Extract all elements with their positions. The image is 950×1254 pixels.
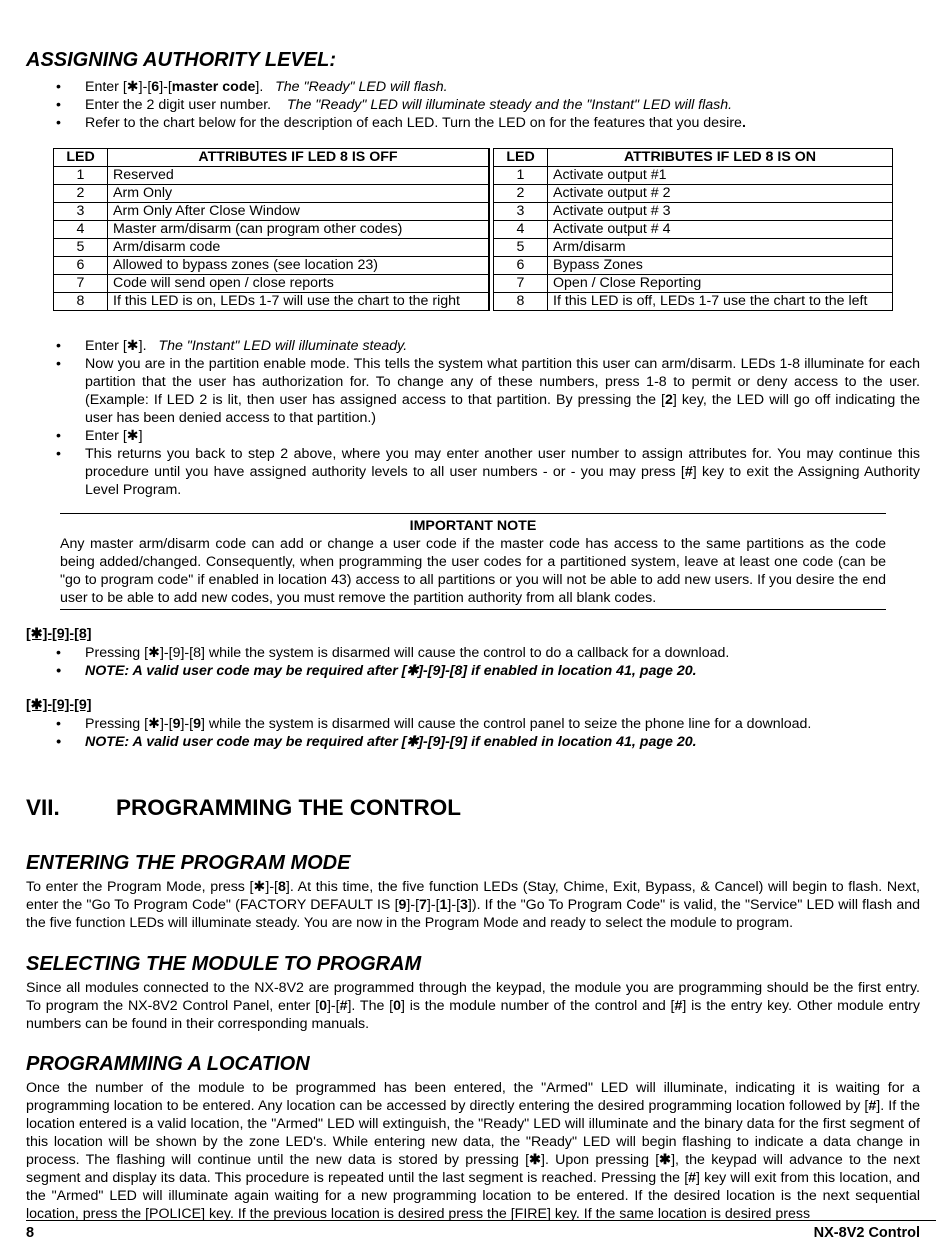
section-heading: SELECTING THE MODULE TO PROGRAM: [26, 953, 422, 975]
chapter-number: VII.: [26, 795, 60, 820]
led-number-cell: 5: [54, 239, 108, 257]
bullet-list: [56, 715, 920, 751]
assigning-authority-section: [26, 48, 920, 132]
attribute-cell: Arm Only After Close Window: [108, 203, 489, 221]
bullet-list: [56, 78, 920, 132]
bullet-list: [56, 644, 920, 680]
table-row: [54, 257, 489, 275]
table-row: [494, 293, 893, 311]
led-number-cell: 2: [54, 185, 108, 203]
table-row: [54, 203, 489, 221]
section-heading: ASSIGNING AUTHORITY LEVEL:: [26, 49, 337, 71]
list-item: • This returns you back to step 2 above, where you may enter another user number to assign attributes for. You may continue this procedure until you have assigned authority levels to all user numbers - or - you may press [#] key to exit the Assigning Authority Level Program.: [56, 445, 920, 499]
paragraph: Once the number of the module to be programmed has been entered, the "Armed" LED will illuminate, indicating it is waiting for a programming location to be entered. Any location can be accessed by directly entering the desired programming location followed by [#]. If the location entered is a valid location, the "Armed" LED will extinguish, the "Ready" LED will illuminate and the binary data for the first segment of this location will be shown by the zone LED's. While entering new data, the "Ready" LED will begin flashing to indicate a data change in process. The flashing will continue until the new data is stored by pressing [✱]. Upon pressing [✱], the keypad will advance to the next segment and display its data. This procedure is repeated until the last segment is reached. Pressing the [#] key will exit from this location, and the "Armed" LED will illuminate again waiting for a new programming location to be entered. If the desired location is the next sequential location, press the [POLICE] key. If the previous location is desired press the [FIRE] key. If the same location is desired press: [26, 1080, 921, 1222]
attribute-cell: Allowed to bypass zones (see location 23): [108, 257, 489, 275]
command-99-section: [26, 696, 920, 751]
attribute-cell: Master arm/disarm (can program other codes): [108, 221, 489, 239]
table-row: [494, 257, 893, 275]
attribute-cell: Code will send open / close reports: [108, 275, 489, 293]
led-number-cell: 8: [494, 293, 548, 311]
led-number-cell: 7: [494, 275, 548, 293]
table-header-row: [54, 149, 489, 167]
attribute-cell: Open / Close Reporting: [548, 275, 893, 293]
section-heading: ENTERING THE PROGRAM MODE: [26, 852, 351, 874]
attribute-cell: Bypass Zones: [548, 257, 893, 275]
note-body: Any master arm/disarm code can add or change a user code if the master code has access to the same partitions as the code being added/changed. Consequently, when programming the user codes for a partitioned system, leave at least one code (can be "go to program code" if enabled in location 43) access to all partitions or you will not be able to add new users. If you desire the end user to be able to add new codes, you must remove the partition authority from all blank codes.: [60, 536, 886, 606]
page-number: 8: [26, 1225, 35, 1241]
attribute-cell: If this LED is off, LEDs 1-7 use the chart to the left: [548, 293, 893, 311]
led-number-cell: 3: [54, 203, 108, 221]
attribute-cell: Activate output # 2: [548, 185, 893, 203]
list-item: • Now you are in the partition enable mode. This tells the system what partition this user can arm/disarm. LEDs 1-8 illuminate for each partition that the user has authorization for. To change any of these numbers, press 1-8 to permit or deny access to the user. (Example: If LED 2 is lit, then user has assigned access to that partition. By pressing the [2] key, the LED will go off indicating the user has been denied access to that partition.): [56, 355, 920, 427]
table-row: [54, 185, 489, 203]
table-row: [494, 239, 893, 257]
list-item: • Enter [✱]. The "Instant" LED will illuminate steady.: [56, 337, 920, 355]
page-footer: [26, 1220, 936, 1242]
list-item: • Enter the 2 digit user number. The "Ready" LED will illuminate steady and the "Instant" LED will flash.: [56, 96, 920, 114]
paragraph: Since all modules connected to the NX-8V2 are programmed through the keypad, the module you are programming should be the first entry. To program the NX-8V2 Control Panel, enter [0]-[#]. The [0] is the module number of the control and [#] is the entry key. Other module entry numbers can be found in their corresponding manuals.: [26, 980, 920, 1032]
column-header: ATTRIBUTES IF LED 8 IS OFF: [108, 149, 489, 167]
attribute-cell: Reserved: [108, 167, 489, 185]
attribute-cell: Activate output # 3: [548, 203, 893, 221]
table-row: [494, 167, 893, 185]
list-item: • NOTE: A valid user code may be required after [✱]-[9]-[9] if enabled in location 41, page 20.: [56, 733, 920, 751]
led-number-cell: 1: [494, 167, 548, 185]
column-header: LED: [54, 149, 108, 167]
command-98-section: [26, 625, 920, 680]
led-table-on: [493, 148, 893, 311]
led-number-cell: 2: [494, 185, 548, 203]
chapter-title: PROGRAMMING THE CONTROL: [116, 795, 461, 820]
attribute-cell: Activate output #1: [548, 167, 893, 185]
led-number-cell: 5: [494, 239, 548, 257]
list-item: • Pressing [✱]-[9]-[8] while the system is disarmed will cause the control to do a callback for a download.: [56, 644, 920, 662]
led-attribute-tables: [53, 148, 893, 311]
list-item: • Pressing [✱]-[9]-[9] while the system is disarmed will cause the control panel to seize the phone line for a download.: [56, 715, 920, 733]
important-note-box: [60, 513, 886, 610]
product-name: NX-8V2 Control: [813, 1225, 920, 1241]
attribute-cell: Activate output # 4: [548, 221, 893, 239]
table-row: [494, 185, 893, 203]
paragraph: To enter the Program Mode, press [✱]-[8]. At this time, the five function LEDs (Stay, Chime, Exit, Bypass, & Cancel) will begin to flash. Next, enter the "Go To Program Code" (FACTORY DEFAULT IS [9]-[7]-[1]-[3]). If the "Go To Program Code" is valid, the "Service" LED will flash and the five function LEDs will illuminate steady. You are now in the Program Mode and ready to select the module to program.: [26, 879, 920, 931]
table-row: [54, 293, 489, 311]
list-item: • Refer to the chart below for the description of each LED. Turn the LED on for the features that you desire.: [56, 114, 920, 132]
led-number-cell: 4: [54, 221, 108, 239]
note-title: IMPORTANT NOTE: [409, 518, 537, 534]
attribute-cell: Arm/disarm: [548, 239, 893, 257]
list-item: • Enter [✱]-[6]-[master code]. The "Ready" LED will flash.: [56, 78, 920, 96]
partition-enable-section: [26, 337, 920, 499]
led-number-cell: 4: [494, 221, 548, 239]
led-number-cell: 1: [54, 167, 108, 185]
attribute-cell: Arm Only: [108, 185, 489, 203]
column-header: ATTRIBUTES IF LED 8 IS ON: [548, 149, 893, 167]
column-header: LED: [494, 149, 548, 167]
attribute-cell: If this LED is on, LEDs 1-7 will use the chart to the right: [108, 293, 489, 311]
table-row: [494, 275, 893, 293]
chapter-heading: [26, 795, 920, 821]
table-row: [494, 203, 893, 221]
table-row: [54, 275, 489, 293]
attribute-cell: Arm/disarm code: [108, 239, 489, 257]
selecting-module-section: [26, 952, 920, 1033]
programming-location-section: [26, 1052, 920, 1223]
led-table-off: [53, 148, 489, 311]
list-item: • NOTE: A valid user code may be required after [✱]-[9]-[8] if enabled in location 41, page 20.: [56, 662, 920, 680]
command-heading: [✱]-[9]-[9]: [26, 697, 92, 713]
bullet-list: [56, 337, 920, 499]
led-number-cell: 8: [54, 293, 108, 311]
table-header-row: [494, 149, 893, 167]
command-heading: [✱]-[9]-[8]: [26, 626, 92, 642]
entering-program-mode-section: [26, 851, 920, 932]
table-row: [54, 167, 489, 185]
led-number-cell: 7: [54, 275, 108, 293]
table-row: [494, 221, 893, 239]
table-row: [54, 221, 489, 239]
led-number-cell: 6: [494, 257, 548, 275]
section-heading: PROGRAMMING A LOCATION: [26, 1053, 310, 1075]
list-item: • Enter [✱]: [56, 427, 920, 445]
table-row: [54, 239, 489, 257]
led-number-cell: 3: [494, 203, 548, 221]
led-number-cell: 6: [54, 257, 108, 275]
